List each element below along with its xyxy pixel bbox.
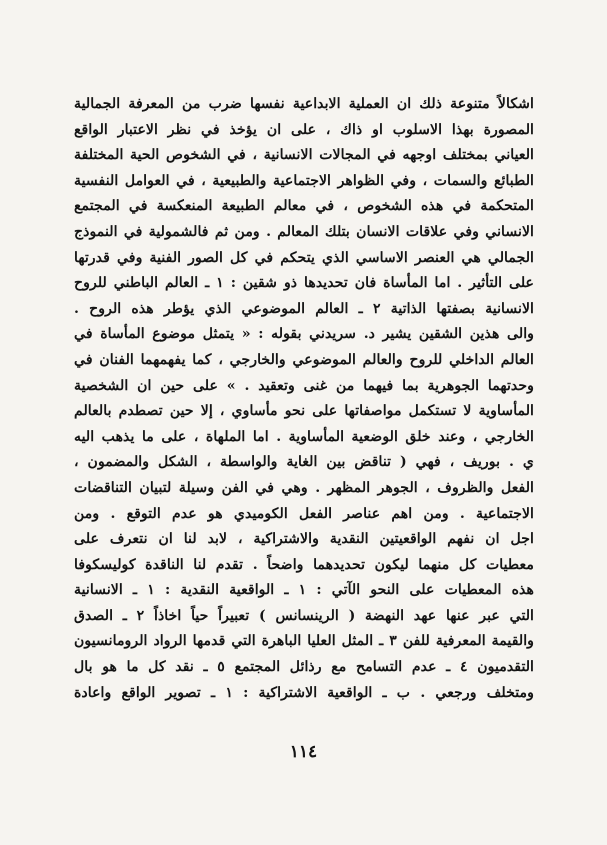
text-line: على التأثير . اما المأساة فان تحديدها ذو شقين : ١ ـ العالم الباطني للروح bbox=[74, 275, 534, 292]
text-line: الجمالي هي العنصر الاساسي الذي يتحكم في كل الصور الفنية وفي قدرتها bbox=[74, 249, 534, 266]
text-line: التي عبر عنها عهد النهضة ( الرينسانس ) تعبيراً حياً اخاذاً ٢ ـ الصدق bbox=[74, 607, 534, 624]
page-number: ١١٤ bbox=[289, 742, 318, 762]
text-line: التقدميون ٤ ـ عدم التسامح مع رذائل المجتمع ٥ ـ نقد كل ما هو بال bbox=[74, 659, 534, 676]
text-line: والى هذين الشقين يشير د. سريدني بقوله : « يتمثل موضوع المأساة في bbox=[74, 326, 534, 343]
text-line: اشكالاً متنوعة ذلك ان العملية الابداعية نفسها ضرب من المعرفة الجمالية bbox=[74, 96, 534, 112]
text-line: الانساني وفي علاقات الانسان بتلك المعالم . ومن ثم فالشمولية في النموذج bbox=[74, 223, 534, 240]
text-line: معطيات كل منهما ليكون تحديدهما واضحاً . تقدم لنا الناقدة كوليسكوفا bbox=[74, 556, 534, 573]
text-line: العياني بمختلف اوجهه في المجالات الانسانية ، في الشخوص الحية المختلفة bbox=[74, 147, 534, 164]
text-line: وحدتهما الجوهرية بما فيهما من غنى وتعقيد . » على حين ان الشخصية bbox=[74, 377, 534, 394]
text-line: العالم الداخلي للروح والعالم الموضوعي والخارجي ، كما يفهمهما الفنان في bbox=[74, 351, 534, 368]
text-line: ومتخلف ورجعي . ب ـ الواقعية الاشتراكية : ١ ـ تصوير الواقع واعادة bbox=[74, 684, 534, 701]
text-line: الاجتماعية . ومن اهم عناصر الفعل الكوميدي هو عدم التوقع . ومن bbox=[74, 505, 534, 522]
text-line: المأساوية لا تستكمل مواصفاتها على نحو مأساوي ، إلا حين تصطدم بالعالم bbox=[74, 403, 534, 420]
text-line: والقيمة المعرفية للفن ٣ ـ المثل العليا الباهرة التي قدمها الرواد الرومانسيون bbox=[74, 633, 534, 650]
text-line: الطبائع والسمات ، وفي الظواهر الاجتماعية والطبيعية ، في العوامل النفسية bbox=[74, 172, 534, 189]
text-line: ي . بوريف ، فهي ( تناقض بين الغاية والواسطة ، الشكل والمضمون ، bbox=[74, 454, 534, 471]
text-line: الانسانية بصفتها الذاتية ٢ ـ العالم الموضوعي الذي يؤطر هذه الروح . bbox=[74, 300, 534, 317]
text-line: المتحكمة في هذه الشخوص ، في معالم الطبيعة المنعكسة في المجتمع bbox=[74, 198, 534, 215]
text-line: الفعل والظروف ، الجوهر المظهر . وهي في الفن وسيلة لتبيان التناقضات bbox=[74, 479, 534, 496]
text-line: المصورة بهذا الاسلوب او ذاك ، على ان يؤخذ في نظر الاعتبار الواقع bbox=[74, 121, 534, 138]
text-line: هذه المعطيات على النحو الآتي : ١ ـ الواقعية النقدية : ١ ـ الانسانية bbox=[74, 582, 534, 599]
text-line: اجل ان نفهم الواقعيتين النقدية والاشتراكية ، لابد لنا ان نتعرف على bbox=[74, 531, 534, 548]
text-line: الخارجي ، وعند خلق الوضعية المأساوية . اما الملهاة ، على ما يذهب اليه bbox=[74, 428, 534, 445]
body-text bbox=[74, 92, 534, 706]
